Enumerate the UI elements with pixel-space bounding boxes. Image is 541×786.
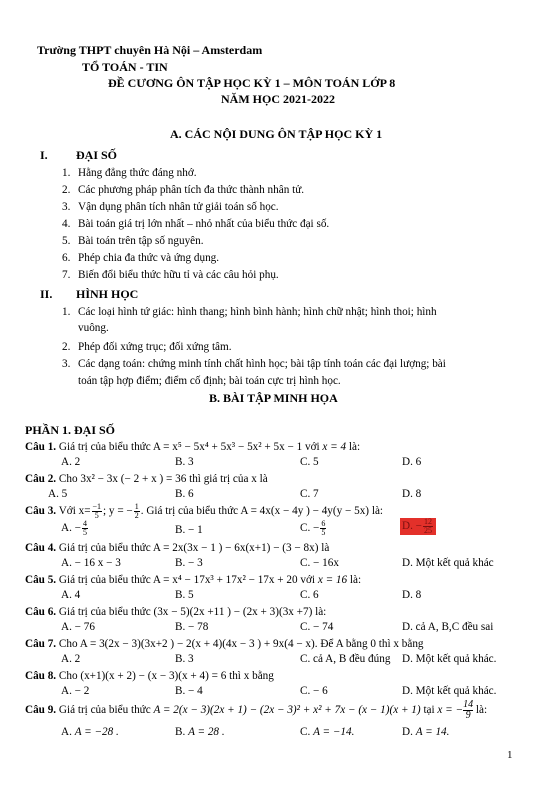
question-8: Câu 8. Cho (x+1)(x + 2) − (x − 3)(x + 4) = 6 thì x bằng <box>25 670 274 682</box>
question-1: Câu 1. Giá trị của biểu thức A = x⁵ − 5x⁴ + 5x³ − 5x² + 5x − 1 với x = 4 là: <box>25 441 361 453</box>
question-5: Câu 5. Giá trị của biểu thức A = x⁴ − 17x³ + 17x² − 17x + 20 với x = 16 là: <box>25 574 362 586</box>
question-7: Câu 7. Cho A = 3(2x − 3)(3x+2 ) − 2(x + 4)(4x − 3 ) + 9x(4 − x). Để A bằng 0 thì x bằng <box>25 638 424 650</box>
q5-expression: x⁴ − 17x³ + 17x² − 17x + 20 <box>172 574 298 586</box>
geometry-item: 1. Các loại hình tứ giác: hình thang; hình bình hành; hình chữ nhật; hình thoi; hình <box>62 306 437 318</box>
answer-option: D. 8 <box>402 589 422 601</box>
answer-option: C. − $\frac{6}{5}$ <box>300 519 326 537</box>
q2-expression: 3x² − 3x (− 2 + x ) = 36 <box>80 473 187 485</box>
geometry-item-continuation: vuông. <box>78 322 109 334</box>
document-title: ĐỀ CƯƠNG ÔN TẬP HỌC KỲ 1 – MÔN TOÁN LỚP 8 <box>108 76 396 90</box>
answer-option: B. − 3 <box>175 557 203 569</box>
part-i-title: ĐẠI SỐ <box>76 148 118 162</box>
answer-option: B. − 1 <box>175 524 203 536</box>
part-ii-roman: II. <box>40 287 53 301</box>
answer-option: C. 7 <box>300 488 319 500</box>
algebra-item: 7. Biến đổi biểu thức hữu tỉ và các câu hỏi phụ. <box>62 269 279 281</box>
q1-expression: x⁵ − 5x⁴ + 5x³ − 5x² + 5x − 1 <box>172 441 303 453</box>
q1-condition: x = 4 <box>322 441 347 453</box>
answer-option: D. Một kết quả khác <box>402 557 494 569</box>
answer-option: D. A = 14. <box>402 726 450 738</box>
answer-option: A. − 76 <box>61 621 95 633</box>
answer-option: D. Một kết quả khác. <box>402 653 497 665</box>
answer-option: D. cả A, B,C đều sai <box>402 621 494 633</box>
school-name: Trường THPT chuyên Hà Nội – Amsterdam <box>37 43 263 57</box>
answer-option: D. 6 <box>402 456 422 468</box>
answer-option: A. A = −28 . <box>61 726 119 738</box>
algebra-item: 5. Bài toán trên tập số nguyên. <box>62 235 204 247</box>
answer-option-highlighted: D. − $\frac{12}{25}$ <box>400 518 436 535</box>
answer-option: C. − 16x <box>300 557 339 569</box>
answer-option: C. 5 <box>300 456 319 468</box>
algebra-item: 3. Vận dụng phân tích nhân tử giải toán số học. <box>62 201 279 213</box>
section-b-title: B. BÀI TẬP MINH HỌA <box>209 391 338 405</box>
page-number: 1 <box>507 749 513 761</box>
question-3: Câu 3. Với x= $\frac{-1}{5}$ ; y = − $\frac{1}{2}$ . Giá trị của biểu thức A = 4x(x − 4y ) − 4y(y − 5x) là: <box>25 501 384 520</box>
section-a-title: A. CÁC NỘI DUNG ÔN TẬP HỌC KỲ 1 <box>170 127 383 141</box>
answer-option: D. Một kết quả khác. <box>402 685 497 697</box>
algebra-item: 2. Các phương pháp phân tích đa thức thành nhân tử. <box>62 184 305 196</box>
algebra-item: 4. Bài toán giá trị lớn nhất – nhỏ nhất của biểu thức đại số. <box>62 218 330 230</box>
answer-option: B. − 78 <box>175 621 209 633</box>
answer-option: B. 5 <box>175 589 194 601</box>
answer-option: B. 6 <box>175 488 194 500</box>
answer-option: C. cả A, B đều đúng <box>300 653 391 665</box>
question-6: Câu 6. Giá trị của biểu thức (3x − 5)(2x +11 ) − (2x + 3)(3x +7) là: <box>25 606 327 618</box>
question-2: Câu 2. Cho 3x² − 3x (− 2 + x ) = 36 thì giá trị của x là <box>25 473 268 485</box>
geometry-item: 3. Các dạng toán: chứng minh tính chất hình học; bài tập tính toán các đại lượng; bài <box>62 358 446 370</box>
answer-option: B. 3 <box>175 456 194 468</box>
answer-option: A. 4 <box>61 589 81 601</box>
question-9: Câu 9. Giá trị của biểu thức A = 2(x − 3)(2x + 1) − (2x − 3)² + x² + 7x − (x − 1)(x + 1) tại x = − $\frac{14}{9}$ là: <box>25 699 488 721</box>
answer-option: A. − 2 <box>61 685 90 697</box>
department-name: TỔ TOÁN - TIN <box>82 60 168 74</box>
part-i-roman: I. <box>40 148 48 162</box>
q9-expression: A = 2(x − 3)(2x + 1) − (2x − 3)² + x² + 7x − (x − 1)(x + 1) <box>153 704 421 717</box>
algebra-item: 1. Hằng đẳng thức đáng nhớ. <box>62 167 197 179</box>
algebra-item: 6. Phép chia đa thức và ứng dụng. <box>62 252 220 264</box>
q3-x-fraction: $\frac{-1}{5}$ <box>92 501 102 520</box>
geometry-item: 2. Phép đối xứng trục; đối xứng tâm. <box>62 341 232 353</box>
q3-y-fraction: $\frac{1}{2}$ <box>134 501 139 520</box>
answer-option: A. 2 <box>61 653 81 665</box>
part-1-title: PHẦN 1. ĐẠI SỐ <box>25 423 116 437</box>
answer-option: C. 6 <box>300 589 319 601</box>
q9-fraction: $\frac{14}{9}$ <box>463 699 474 721</box>
answer-option: C. − 6 <box>300 685 328 697</box>
answer-option: A. − $\frac{4}{5}$ <box>61 519 87 537</box>
answer-option: A. 5 <box>48 488 68 500</box>
answer-option: C. A = −14. <box>300 726 355 738</box>
answer-option: A. − 16 x − 3 <box>61 557 121 569</box>
geometry-item-continuation: toán tập hợp điểm; điểm cố định; bài toán cực trị hình học. <box>78 375 341 387</box>
answer-option: B. A = 28 . <box>175 726 225 738</box>
answer-option: B. 3 <box>175 653 194 665</box>
question-4: Câu 4. Giá trị của biểu thức A = 2x(3x − 1 ) − 6x(x+1) − (3 − 8x) là <box>25 542 330 554</box>
answer-option: B. − 4 <box>175 685 203 697</box>
answer-option: D. 8 <box>402 488 422 500</box>
part-ii-title: HÌNH HỌC <box>76 287 139 301</box>
school-year: NĂM HỌC 2021-2022 <box>221 92 335 106</box>
answer-option: A. 2 <box>61 456 81 468</box>
answer-option: C. − 74 <box>300 621 334 633</box>
